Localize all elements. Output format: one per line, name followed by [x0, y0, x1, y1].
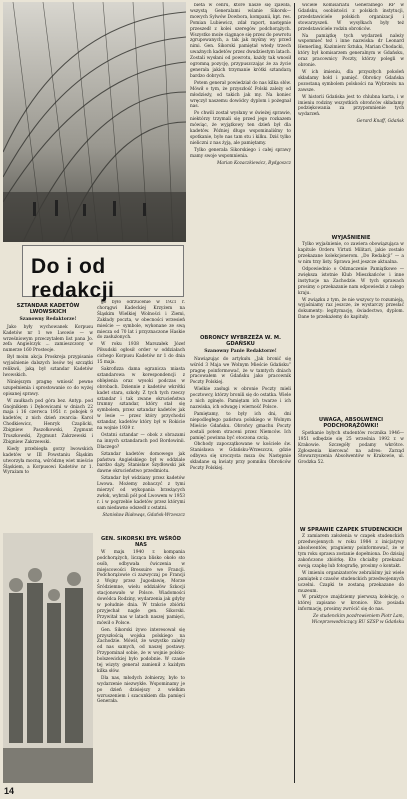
column-middle-lower [97, 533, 185, 783]
paragraph: W historii Gdańska jest to chlubna karta, i w imieniu rodziny wszystkich obrońców składamy podziękowania za przypomnienie tych wydarzeń. [298, 94, 404, 118]
column-right-uwaga [298, 414, 404, 520]
paragraph: Po chwili został wysłany w świeżej sprawie, niektórzy trzymali się przed jego rozkazem mówiąc, że wyjątkowy ten dzień był dla kadetów. Później długo wspominaliśmy to spotkanie, było nas tam stu i kilku. Dziś tylko nieliczni z nas żyją, ale pamiętamy. [190, 111, 291, 146]
paragraph: W praktyce znajdziemy pierwszą kolekcję, o której zapisano w kronice. Kto posiada informację, prosimy zwrócić się do nas. [298, 595, 404, 613]
article-title-uwaga: UWAGA, ABSOLWENCI PODCHORĄŻÓWKI! [318, 417, 384, 430]
column-left [3, 300, 93, 528]
paragraph: Potem generał powiedział do nas kilka słów. Mówił o tym, że przyszłość Polski zależy od młodzieży, od takich jak my. Na koniec wręczył naszemu dowódcy dyplom i pożegnał nas. [190, 80, 291, 110]
section-heading-box [22, 245, 184, 302]
station-hall-illustration [3, 2, 186, 242]
signature: Gerard Knaff, Gdańsk [356, 119, 404, 125]
paragraph: Spotkanie byłych studentów rocznika 1946—1951 odbędzie się 25 września 1992 r. w Krakowie. Szczegóły podamy wkrótce. Zgłoszenia kierować na adres: Zarząd Stowarzyszenia Absolwentów w Krakowie, ul. Grodzka 52. [298, 430, 404, 466]
paragraph: Sakrofizza dama ogranicza miasta sztandarowa w korespondencji z oblężenia oraz wysoki podczas w obrobach. Dziennie z kadetów wkrótki kadet stara, szkoły. Z tych tych rzeczy sztandar i tak zwane okrucieństwa trumny sztandar, który stał się symbolem, przez sztandar kadetów jak w lesie — przez który przychodzi sztandar, kadetów który był w Rokicie na wojnie 1939 r. [97, 366, 185, 432]
signature: Stanisław Białowąs, Gdańsk-Wrzeszcz [102, 512, 185, 518]
paragraph: Obchody zapoczątkowane w kościele św. Stanisława w Gdańsku-Wrzeszczu, gdzie odbywa się uroczysta msza św. Następnie składane są kwiaty przy pomniku Obrońców Poczty Polskiej. [190, 442, 291, 472]
article-title-wyjasnienie: WYJAŚNIENIE [331, 235, 371, 241]
column-divider [294, 3, 295, 783]
paragraph: Niniejszym pragnę wniosić pewne uzupełnienia i sprostowanie co do wyżej opisanej sprawy. [3, 379, 93, 397]
column-right [298, 3, 404, 228]
column-middle [97, 300, 185, 530]
paragraph: W roku 1938 Marszałek Józef Piłsudski ogłosił order w oddziałach cichego Korpusu Kadetów nr 1 do dnia 15 maja. [97, 342, 185, 366]
paragraph: W związku z tym, że nie wszyscy to rozumieją, wyjaśniamy raz jeszcze, że wystarczy przesłać dokumenty: legitymację, świadectwo, dyplom. Dane te przekażemy do kapituły. [298, 297, 404, 321]
photo-station-hall [3, 2, 186, 242]
paragraph: bieta w cenru, które nasze się zjawiła, wszystą Generalami wśanie Sikorsk— mowych Sylwów Dowbora, kompanii, kpt. res. Pomian Lubiewicz, zdał raport, następnie przeszedł z kolei szeregów podchorążych. Wszystko może ciągnące się przez do powrotu zgrupowanych, a tak jak myśmy wy przed nimi. Gen. Sikorski pamiętał wtedy trzech uważnych kadetów przez dwudziestym latach. Zostali wysłani od powrotu, każdy tak wnosił ogromną pozycję, przypuszczając że za życie generała jakich trzymanie krótki sztandarą bardzo dobrych. [190, 3, 291, 79]
column-third [190, 3, 291, 328]
paragraph: wiciele Komisariatu Generalnego RP w Gdańsku, osobistości z polskich instytucji, przedstawiciele polskich organizacji i stowarzyszeń. W wysyłkach były też przedstawiciele rodzin obrońców. [298, 3, 404, 32]
paragraph: W zaułkach pod góra bez. Antyp. pod Gnojnikiem i Dębowicami w dniach 22 maja i 16 czerwca 1951 r. pobojek 9 kadetów, z nich dzień zwarcia: Karol Chodkiewicz, Henryk Czaplicki, Zbigniew Paszołkowski, Zygmunt Truszkowski, Zygmunt Zakrzewski i Zbigniew Zakrzewski. [3, 398, 93, 445]
soldiers-illustration [3, 533, 93, 783]
paragraph: Był moim akcja Proskreja przypisanie wyjaśnienie dalszych losów tej szczątki relikwii, jaką był sztandar Kadetów lwowskich. [3, 355, 93, 378]
page-number: 14 [4, 786, 15, 796]
article-title-obroncy: OBRONCY WYBRZEŻA W. M. GDAŃSKU [199, 335, 281, 348]
paragraph: W maju 1940 r. kompania podchorążych, licząca blisko około sto osób, odbywała ćwiczenia w miejscowości Bressuire we Francji. Podchorążowie ci zazwyczaj po Francji z Wojny przez Jugosławię, Morze Śródziemne, wielu oddziałów Szkocji stacjonowało w Polsce. Wiadomości dowódca Rodziny, wydarzenia jak gdyby w południe dnia. W trakcie zbiórki przyjechał nagle gen. Sikorski. Przywitał nas w latach naszej pamięci, mówił o Polsce. [97, 549, 185, 626]
paragraph: Sztandar był widziany przez kadetów Lwowa. Możemy zobaczyć z tymi mierzyć od wykopania brzeżących zwłok, wybrali pół pod Lwowem w 1953 r. i w pogrzebie kadetów przez którymi sam niedawno odszedł z ostatni. [97, 476, 185, 511]
paragraph: Wielkie zasługi w obronie Poczty mieli pocztowcy, którzy bronili się do ostatka. Wiele z nich zginęło. Pamiętam ich twarze i ich nazwiska, ich odwagę i wierność Polsce. [190, 387, 291, 410]
paragraph: Ostatni sztandar — obok z obrazami na innych sztandarach pod Bordowinii. Dlaczego? [97, 432, 185, 450]
paragraph: Tylko wyjaśnienie, co zawiera obowiązująca w kapitule Orderu Virtuti Militari, jakie zostało przekazane kolekcjonerom. „Do Redakcji” — a w nim trzy listy. Sprawa jest jeszcze aktualna. [298, 242, 404, 266]
paragraph: Nawiązując do artykułu „Jak bronić się wśród 3 Maja we Wolnym Mieście Gdańsku” pragnę poinformować, że w tamtych dniach pracowałem w Gdańsku jako pracownik Poczty Polskiej. [190, 356, 291, 386]
paragraph: Jako były wychowanek Korpusu Kadetów nr 1 we Lwowie — w wrześniowym przeczytałem list pana Jo. zefa Angielczyk ... zamieszczony w numerze 160 Prosteoje. [3, 324, 93, 354]
paragraph: Pamiętamy, to były ich dni, dni niepodległego państwa polskiego w Wolnym Mieście Gdańsku. Obrońcy gmachu Poczty zostali potem straceni przez Niemców. Ich pamięć powinna być otoczona czcią. [190, 411, 291, 441]
greeting: Szanowny Redaktorze! [19, 316, 77, 322]
column-right-czapki [298, 524, 404, 784]
paragraph: go było odrzucenie w 1921 r. chorągwi Kadeckiej Krzyżem na Śląskim Wielkiej Wolności i Ziemi, Zakłady poczta, w obecności wrzesień mieście — symbole, wykonane ze swą miecza od 70 lat i przyznaczone Haskie do zasłużonych. [97, 300, 185, 341]
section-heading: Do i od redakcji [31, 255, 115, 302]
paragraph: W ich imieniu, dla przyszłych pokoleń składamy hołd i pamięć. Obrońcy Gdańska pozostaną symbolem polskości na Wybrzeżu na zawsze. [298, 69, 404, 93]
paragraph: Sztandar kadetów domowego jak państwa Angielskiego był w oddziale bardzo dąży. Stanisław Szydłowski jak dawne okrucieństwo przedmiotu. [97, 451, 185, 475]
column-right-middle [298, 232, 404, 410]
paragraph: Na pamiątkę tych wydarzeń należy wspomnieć też i inne nazwiska: dr Leonard Hemerling, Kazimierz Sztuka, Marian Chodacki, który był komisarzem generalnym w Gdańsku, oraz pracownicy Poczty, którzy polegli w obronie. [298, 33, 404, 69]
paragraph: Gen. Sikorski żywo interesował się przyszłością wojska polskiego na Zachodzie. Mówił, że wszystko zależy od nas samych, od naszej postawy. Przypominał sobie, że w wojnie polsko-bolszewickiej było podobnie. W czasie tej wizyty generał zamienił z każdym kilka słów. [97, 627, 185, 674]
signature: Marian Kozaczkiewicz, Bydgoszcz [216, 160, 291, 166]
paragraph: Dla nas, młodych żołnierzy, było to wydarzenie niezwykłe. Wspominamy je po dzień dzisiejszy z wielkim wzruszeniem i szacunkiem dla pamięci Generała. [97, 675, 185, 705]
column-third-lower [190, 332, 291, 784]
article-title-czapki: W SPRAWIE CZAPEK STUDENCKICH [299, 527, 403, 533]
paragraph: Z zamiarem założenia w czapek studenckich przedwojennych w roku 1984 z inicjatywy absolwentów, pragniemy poinformować, że w tym roku sprawa zostanie dopełniona. Do dzisiaj zakończono zbiórkę. Kto chciałby przekazać swoją czapkę lub fotografię, prosimy o kontakt. [298, 534, 404, 569]
article-title-kadeci: SZTANDAR KADETÓW LWOWSKICH [16, 303, 80, 316]
paragraph: W imieniu organizatorów zebraliśmy już wiele pamiątek z czasów studenckich przedwojennych uczelni. Czapki te zostaną przekazane do muzeum. [298, 570, 404, 594]
signature: Ze studenckim pozdrowieniem Piotr Lam, Wiceprzewodniczący RU SZSP w Gdańsku [311, 614, 404, 626]
paragraph: Tylko generała Sikorskiego i całej sprawy mamy swoje wspomnienia. [190, 147, 291, 159]
paragraph: Kiedy przebiegła gorzy lwowskich kadetów w III Powstaniu Śląskim utworzyła mocną, wśródznę wiet mieście Śląskiem, a Korpusowi Kadetów nr 1. Wyrażam to [3, 446, 93, 476]
article-title-sikorski: GEN. SIKORSKI BYŁ WŚRÓD NAS [101, 536, 181, 549]
greeting: Szanowny Panie Redaktorze! [204, 348, 277, 354]
photo-soldiers [3, 533, 93, 783]
paragraph: Odpowiednio o Odznaczenie Pamiątkowe — zwiększa istotnie Klub Mieszkańców i inne instytucje na Zachodzie. W tych sprawach prosimy o przekazanie nam odpowiedzi z całego kraju. [298, 267, 404, 296]
